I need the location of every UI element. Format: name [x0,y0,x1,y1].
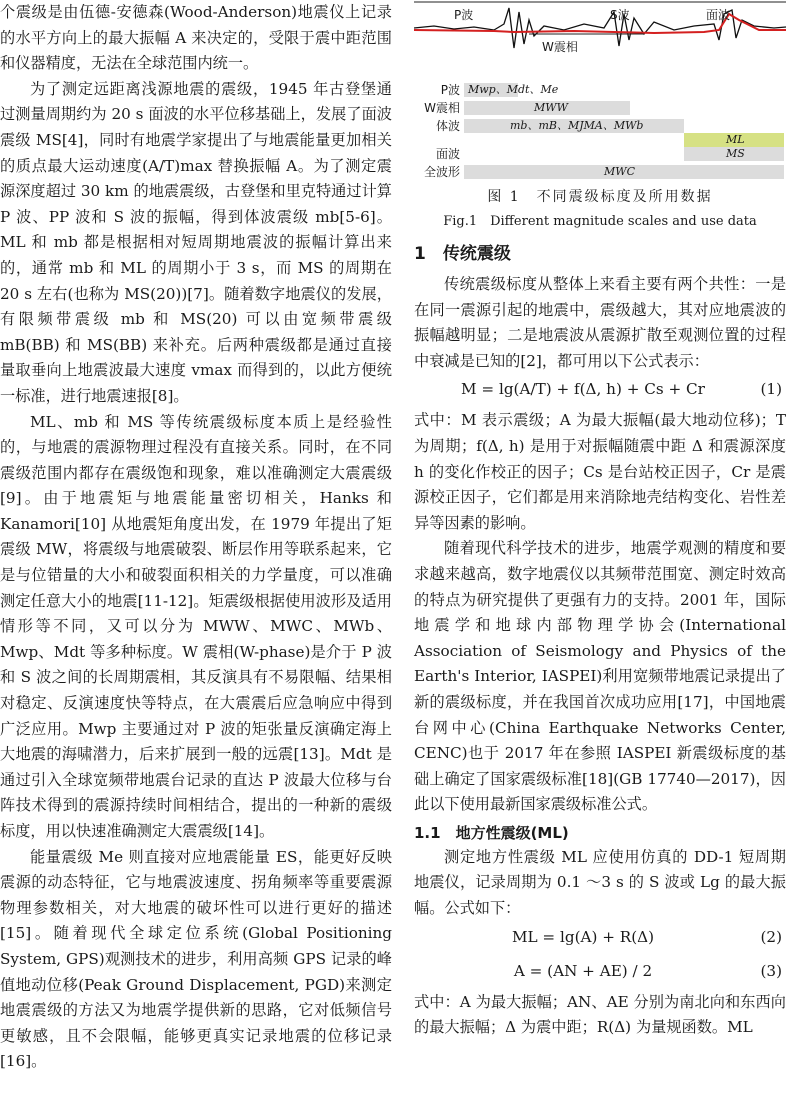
scale-text: ML [726,133,745,146]
body-paragraph: 能量震级 Me 则直接对应地震能量 ES，能更好反映震源的动态特征，它与地震波速度、拐角频率等重要震源物理参数相关，对大地震的破坏性可以进行更好的描述[15]。随着现代全球定位系统(Global Positioning System, GPS)观测技术的进步，利用高频 GPS 记录的峰值地动位移(Peak Ground Displacement, PGD)来测定地震震级的方法又为地震学提供新的思路，它对低频信号更敏感，且不会限幅，能够更真实记录地震的位移记录[16]。 [0,847,392,1071]
scale-text: mb、mB、MJMA、MWb [510,119,644,132]
scale-text: MS [726,147,745,160]
body-paragraph: 随着现代科学技术的进步，地震学观测的精度和要求越来越高，数字地震仪以其频带范围宽、测定时效高的特点为研究提供了更强有力的支持。2001 年，国际地震学和地球内部物理学协会(International Association of Seismology and Physics of the Earth's Interior, IASPEI)利用宽频带地震记录提出了新的震级标度，并在我国首次成功应用[17]，中国地震台网中心(China Earthquake Networks Center, CENC)也于 2017 年在参照 IASPEI 新震级标度的基础上确定了国家震级标准[18](GB 17740—2017)，因此以下使用最新国家震级标准公式。 [414,539,786,814]
equation-expression: M = lg(A/T) + f(Δ, h) + Cs + Cr [461,380,705,399]
scale-row-fullwave [414,164,786,180]
equation-number: (1) [760,380,782,399]
body-paragraph: 式中：A 为最大振幅；AN、AE 分别为南北向和东西向的最大振幅；Δ 为震中距；R(Δ) 为量规函数。ML [414,992,786,1037]
row-label: P波 [440,83,460,97]
p-wave-label: P波 [454,8,474,22]
body-paragraph: 测定地方性震级 ML 应使用仿真的 DD-1 短周期地震仪，记录周期为 0.1 ～3 s 的 S 波或 Lg 的最大振幅。公式如下： [414,847,786,918]
body-paragraph: 为了测定远距离浅源地震的震级，1945 年古登堡通过测量周期约为 20 s 面波的水平位移基础上，发展了面波震级 MS[4]，同时有地震学家提出了与地震能量更加相关的质点最大运动速度(A/T)max 替换振幅 A。为了测定震源深度超过 30 km 的地震震级，古登堡和里克特通过计算 P 波、PP 波和 S 波的振幅，得到体波震级 mb[5-6]。ML 和 mb 都是根据相对短周期地震波的振幅计算出来的，通常 mb 和 ML 的周期小于 3 s，而 MS 的周期在 20 s 左右(也称为 MS(20))[7]。随着数字地震仪的发展，有限频带震级 mb 和 MS(20) 可以由宽频带震级 mB(BB) 和 MS(BB) 来补充。后两种震级都是通过直接量取垂向上地震波最大速度 vmax 而得到的，以此方便统一标准，进行地震速报[8]。 [0,79,392,405]
figure-caption-cn: 图 1 不同震级标度及所用数据 [487,189,713,205]
row-label: 体波 [435,119,460,133]
scale-row-p [414,82,786,98]
equation-3 [414,956,786,990]
scale-row-surface [414,146,786,162]
scale-row-w [414,100,786,116]
figure-1 [414,0,786,180]
scale-text: MWC [604,165,635,178]
equation-number: (2) [760,927,782,946]
equation-expression: A = (AN + AE) / 2 [513,961,653,980]
left-column [0,0,392,1075]
equation-1 [414,374,786,408]
body-paragraph: 个震级是由伍德-安德森(Wood-Anderson)地震仪上记录的水平方向上的最大振幅 A 来决定的，受限于震中距范围和仪器精度，无法在全球范围内统一。 [0,3,392,73]
w-phase-label: W震相 [542,40,578,54]
right-column [414,0,786,1041]
surface-wave-label: 面波 [706,8,731,22]
equation-number: (3) [760,961,782,980]
body-paragraph: 传统震级标度从整体上来看主要有两个共性：一是在同一震源引起的地震中，震级越大，其对应地震波的振幅越明显；二是地震波从震源扩散至观测位置的过程中衰减是已知的[2]，都可用以下公式表示： [414,275,786,370]
equation-expression: ML = lg(A) + R(Δ) [511,927,655,946]
s-wave-label: S波 [610,8,630,22]
body-paragraph: 式中：M 表示震级；A 为最大振幅(最大地动位移)；T 为周期；f(Δ, h) 是用于对振幅随震中距 Δ 和震源深度 h 的变化作校正的因子；Cs 是台站校正因子，Cr 是震源校正因子，它们都是用来消除地壳结构变化、岩性差异等因素的影响。 [414,411,786,532]
scale-text: Mwp、Mdt、Me [468,83,559,96]
figure-caption-en: Fig.1 Different magnitude scales and use data [443,214,757,229]
subsection-heading: 1.1 地方性震级(ML) [414,823,569,842]
row-label: W震相 [424,101,460,115]
body-paragraph: ML、mb 和 MS 等传统震级标度本质上是经验性的，与地震的震源物理过程没有直接关系。同时，在不同震级范围内都存在震级饱和现象，难以准确测定大震震级[9]。由于地震矩与地震能量密切相关，Hanks 和 Kanamori[10] 从地震矩角度出发，在 1979 年提出了矩震级 MW，将震级与地震破裂、断层作用等联系起来，它是与位错量的大小和破裂面积相关的力学量度，可以准确测定任意大小的地震[11-12]。矩震级根据使用波形及适用情形等不同，又可以分为 MWW、MWC、MWb、Mwp、Mdt 等多种标度。W 震相(W-phase)是介于 P 波和 S 波之间的长周期震相，其反演具有不易限幅、结果相对稳定、反演速度快等特点，在大震震后应急响应中得到广泛应用。Mwp 主要通过对 P 波的矩张量反演确定海上大地震的海啸潜力，后来扩展到一般的远震[13]。Mdt 是通过引入全球宽频带地震台记录的直达 P 波最大位移与台阵技术得到的震源持续时间相结合，提出的一种新的震级标度，用以快速准确测定大震震级[14]。 [0,412,392,840]
row-label: 面波 [435,147,460,161]
row-label: 全波形 [423,165,460,179]
section-heading: 1 传统震级 [414,244,511,264]
equation-2 [414,922,786,956]
scale-text: MWW [534,101,568,114]
